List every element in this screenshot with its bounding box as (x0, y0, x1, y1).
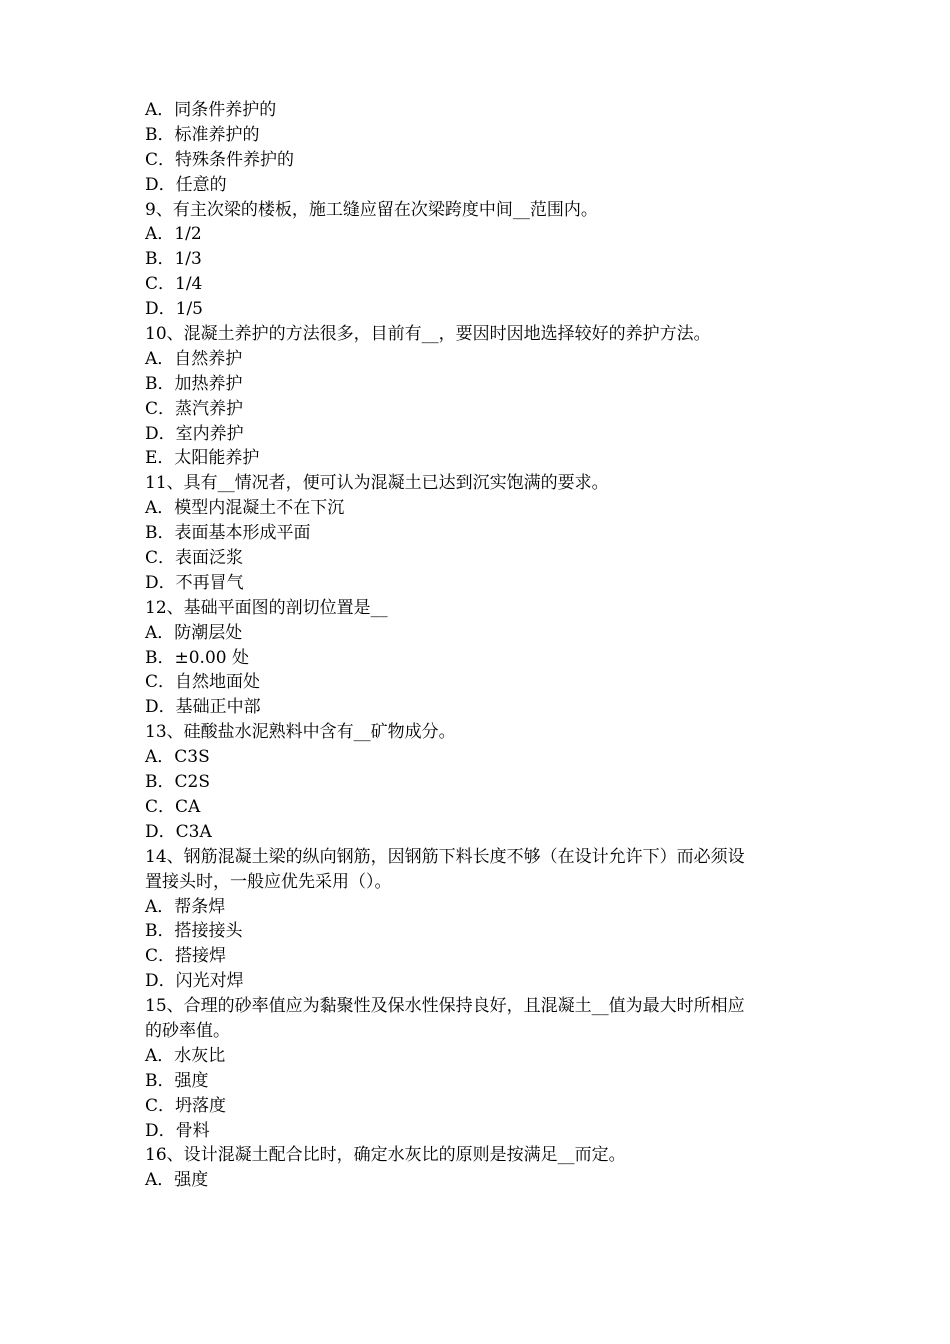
option-line: C．自然地面处 (145, 672, 261, 693)
option-line: B．加热养护 (145, 373, 243, 394)
option-line: C．坍落度 (145, 1095, 227, 1116)
question-16: 16、设计混凝土配合比时，确定水灰比的原则是按满足__而定。 (145, 1145, 626, 1166)
option-line: E．太阳能养护 (145, 448, 260, 469)
question-15: 15、合理的砂率值应为黏聚性及保水性保持良好，且混凝土__值为最大时所相应 (145, 996, 745, 1017)
option-line: B．±0.00 处 (145, 647, 249, 668)
option-line: A．C3S (145, 747, 210, 768)
question-13: 13、硅酸盐水泥熟料中含有__矿物成分。 (145, 722, 456, 743)
option-line: C．搭接焊 (145, 946, 227, 967)
option-line: A．水灰比 (145, 1045, 226, 1066)
question-9: 9、有主次梁的楼板，施工缝应留在次梁跨度中间__范围内。 (145, 199, 598, 220)
option-line: D．骨料 (145, 1120, 210, 1141)
document-page (145, 98, 835, 1193)
option-line: D．室内养护 (145, 423, 244, 444)
option-line: C．表面泛浆 (145, 548, 244, 569)
option-line: C．1/4 (145, 274, 203, 295)
option-line: A．强度 (145, 1170, 209, 1191)
option-line: A．1/2 (145, 224, 202, 245)
option-line: D．1/5 (145, 299, 203, 320)
option-line: B．C2S (145, 772, 210, 793)
option-line: A．帮条焊 (145, 896, 226, 917)
question-12: 12、基础平面图的剖切位置是__ (145, 597, 388, 618)
option-line: A．同条件养护的 (145, 100, 277, 120)
option-line: D．任意的 (145, 174, 227, 195)
option-line: C．CA (145, 796, 201, 817)
option-line: B．强度 (145, 1070, 209, 1091)
option-line: D．基础正中部 (145, 697, 261, 718)
option-line: B．标准养护的 (145, 124, 260, 145)
option-line: D．不再冒气 (145, 572, 244, 593)
question-10: 10、混凝土养护的方法很多，目前有__，要因时因地选择较好的养护方法。 (145, 324, 711, 345)
option-line: B．表面基本形成平面 (145, 523, 311, 544)
question-15-continued: 的砂率值。 (145, 1020, 230, 1041)
option-line: A．防潮层处 (145, 622, 243, 643)
option-line: D．C3A (145, 821, 212, 842)
question-14-continued: 置接头时，一般应优先采用（）。 (145, 871, 392, 892)
question-14: 14、钢筋混凝土梁的纵向钢筋，因钢筋下料长度不够（在设计允许下）而必须设 (145, 846, 745, 867)
option-line: A．模型内混凝土不在下沉 (145, 498, 345, 519)
option-line: C．蒸汽养护 (145, 398, 244, 419)
option-line: B．搭接接头 (145, 921, 243, 942)
question-11: 11、具有__情况者，便可认为混凝土已达到沉实饱满的要求。 (145, 473, 609, 494)
option-line: C．特殊条件养护的 (145, 149, 295, 170)
option-line: A．自然养护 (145, 348, 243, 369)
option-line: B．1/3 (145, 249, 202, 270)
option-line: D．闪光对焊 (145, 971, 244, 992)
